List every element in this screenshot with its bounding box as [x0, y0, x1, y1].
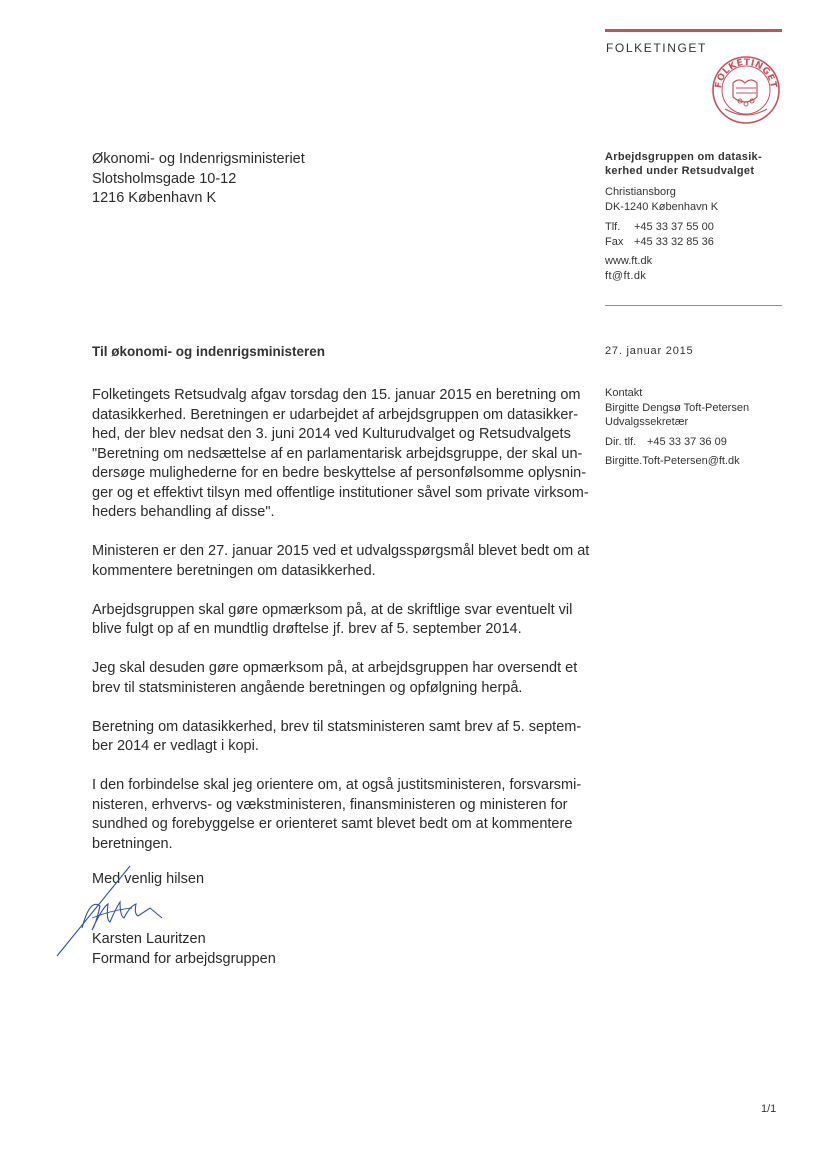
sender-address [605, 185, 790, 214]
page-number: 1/1 [761, 1103, 777, 1115]
header-rule [605, 29, 782, 32]
direct-phone-label: Dir. tlf. [605, 435, 637, 448]
svg-text:FOLKETINGET [714, 58, 778, 90]
fax-label: Fax [605, 235, 624, 248]
folketinget-seal-icon [711, 55, 781, 125]
paragraph-line: ber 2014 er vedlagt i kopi. [92, 738, 259, 754]
contact-name: Birgitte Dengsø Toft-Petersen [605, 401, 750, 414]
fax-value: +45 33 32 85 36 [634, 235, 714, 248]
signer-title: Formand for arbejdsgruppen [92, 950, 276, 967]
seal-text: FOLKETINGET [713, 57, 779, 90]
fax-row [605, 235, 790, 250]
letter-subject: Til økonomi- og indenrigsministeren [92, 344, 326, 359]
paragraph-line: Arbejdsgruppen skal gøre opmærksom på, at de skriftlige svar eventuelt vil [92, 601, 573, 618]
letter-date: 27. januar 2015 [605, 345, 694, 357]
contact-email-link[interactable]: Birgitte.Toft-Petersen@ft.dk [605, 455, 740, 467]
paragraph-line: Jeg skal desuden gøre opmærksom på, at arbejdsgruppen har oversendt et [92, 660, 578, 676]
paragraph-line: blive fulgt op af en mundtlig drøftelse jf. brev af 5. september 2014. [92, 621, 522, 637]
paragraph-line: nisteren, erhvervs- og vækstministeren, finansministeren og ministeren for [92, 796, 568, 813]
sender-address-line: Christiansborg [605, 186, 676, 198]
paragraph-line: hed, der blev nedsat den 3. juni 2014 ved Kulturudvalget og Retsudvalgets [92, 426, 571, 442]
letter-paragraph [92, 542, 590, 581]
contact-block [605, 386, 790, 469]
paragraph-line: datasikkerhed. Beretningen er udarbejdet af arbejdsgruppen om datasikker- [92, 406, 579, 423]
signer-name: Karsten Lauritzen [92, 931, 206, 947]
direct-phone-row [605, 435, 790, 450]
phone-value: +45 33 37 55 00 [634, 221, 714, 233]
direct-phone-value: +45 33 37 36 09 [647, 435, 727, 448]
paragraph-line: brev til statsministeren angående beretningen og opfølgning herpå. [92, 679, 523, 696]
website-link[interactable]: www.ft.dk [605, 255, 653, 267]
letter-paragraph [92, 601, 572, 640]
paragraph-line: kommentere beretningen om datasikkerhed. [92, 562, 376, 579]
letter-paragraph [92, 718, 582, 757]
letter-paragraph [92, 386, 589, 523]
sender-address-line: DK-1240 København K [605, 200, 719, 213]
sender-name [605, 150, 790, 178]
paragraph-line: Ministeren er den 27. januar 2015 ved et udvalgsspørgsmål blevet bedt om at [92, 543, 590, 559]
paragraph-line: Folketingets Retsudvalg afgav torsdag den 15. januar 2015 en beretning om [92, 387, 581, 403]
paragraph-line: "Beretning om nedsættelse af en parlamentarisk arbejdsgruppe, der skal un- [92, 445, 583, 462]
paragraph-line: Beretning om datasikkerhed, brev til statsministeren samt brev af 5. septem- [92, 718, 582, 735]
recipient-line: Økonomi- og Indenrigsministeriet [92, 151, 305, 167]
letter-paragraph [92, 659, 578, 698]
paragraph-line: I den forbindelse skal jeg orientere om, at også justitsministeren, forsvarsmi- [92, 777, 582, 793]
sender-line: kerhed under Retsudvalget [605, 165, 755, 177]
paragraph-line: ger og et effektivt tilsyn med offentlige institutioner såvel som private virksom- [92, 484, 589, 501]
sidebar-divider [605, 305, 782, 306]
recipient-line: Slotsholmsgade 10-12 [92, 170, 237, 187]
email-link[interactable]: ft@ft.dk [605, 269, 647, 282]
letter-paragraph [92, 776, 582, 854]
phone-label: Tlf. [605, 221, 621, 233]
paragraph-line: sundhed og forebyggelse er orienteret samt blevet bedt om at kommentere [92, 816, 573, 832]
paragraph-line: beretningen. [92, 835, 173, 852]
recipient-line: 1216 København K [92, 190, 217, 206]
paragraph-line: heders behandling af disse". [92, 504, 275, 520]
contact-title: Udvalgssekretær [605, 416, 689, 428]
sender-web [605, 254, 790, 283]
sender-line: Arbejdsgruppen om datasik- [605, 151, 762, 163]
paragraph-line: dersøge mulighederne for en bedre beskyttelse af personfølsomme oplysnin- [92, 465, 587, 481]
org-name: FOLKETINGET [606, 41, 707, 55]
phone-row [605, 220, 790, 235]
letter-body [92, 386, 590, 854]
recipient-address [92, 150, 305, 209]
signer [92, 930, 276, 969]
greeting: Med venlig hilsen [92, 871, 205, 887]
sender-phones [605, 220, 790, 249]
contact-label: Kontakt [605, 387, 643, 399]
